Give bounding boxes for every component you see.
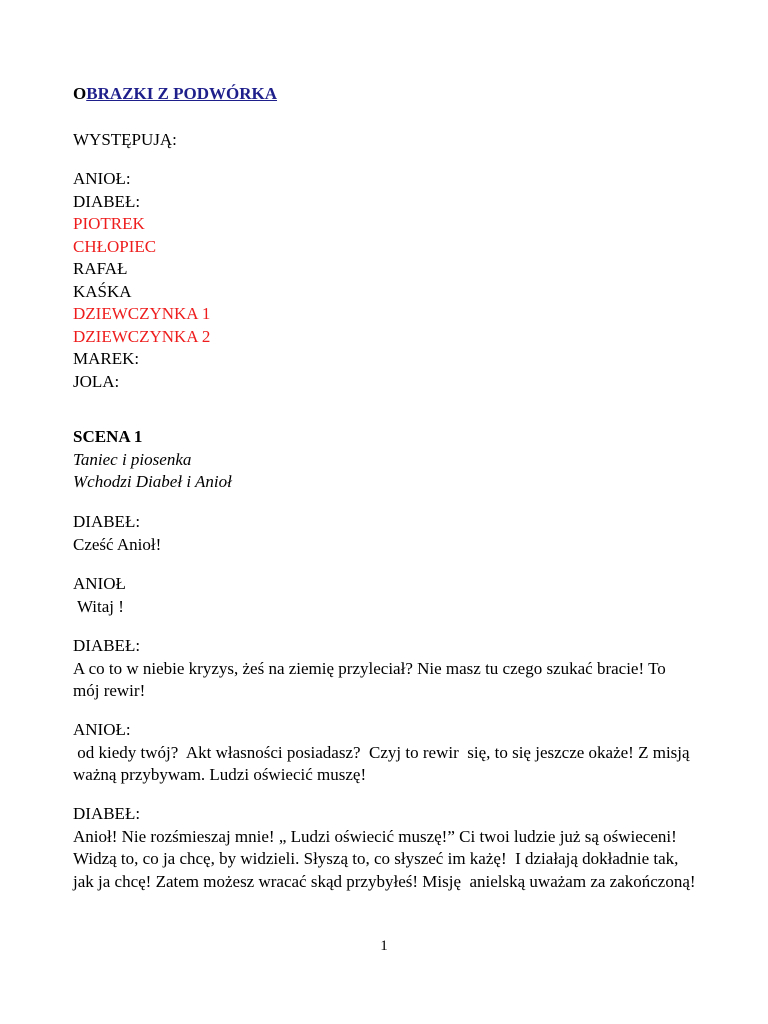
title-first-letter: O bbox=[73, 84, 87, 103]
dialogue-entry bbox=[73, 511, 703, 556]
cast-member: DIABEŁ: bbox=[73, 191, 141, 211]
title-link[interactable]: BRAZKI Z PODWÓRKA bbox=[86, 84, 278, 103]
stage-direction: Taniec i piosenka bbox=[73, 449, 192, 469]
cast-member: KAŚKA bbox=[73, 281, 132, 301]
dialogue-text: A co to w niebie kryzys, żeś na ziemię przyleciał? Nie masz tu czego szukać bracie! To mój rewir! bbox=[73, 658, 666, 700]
cast-member: PIOTREK bbox=[73, 214, 145, 233]
cast-member: DZIEWCZYNKA 2 bbox=[73, 326, 211, 346]
speaker-name: DIABEŁ: bbox=[73, 804, 141, 823]
speaker-name: DIABEŁ: bbox=[73, 636, 141, 655]
cast-heading-block bbox=[73, 129, 703, 152]
scene-heading: SCENA 1 bbox=[73, 427, 143, 446]
speaker-name: ANIOŁ: bbox=[73, 720, 131, 739]
cast-member: CHŁOPIEC bbox=[73, 236, 157, 256]
cast-member: MAREK: bbox=[73, 349, 140, 368]
cast-list bbox=[73, 168, 703, 393]
scene-block bbox=[73, 426, 703, 494]
dialogue-entry bbox=[73, 719, 703, 787]
page-number: 1 bbox=[380, 938, 388, 954]
cast-member: JOLA: bbox=[73, 371, 120, 391]
cast-member: ANIOŁ: bbox=[73, 169, 131, 188]
dialogue-entry bbox=[73, 803, 703, 893]
dialogue-text: Anioł! Nie rozśmieszaj mnie! „ Ludzi oświecić muszę!” Ci twoi ludzie już są oświeceni! Widzą to, co ja chcę, by widzieli. Słyszą to, co słyszeć im każę! I działają dokładnie tak, jak ja chcę! Zatem możesz wracać skąd przybyłeś! Misję anielską uważam za zakończoną! bbox=[73, 826, 696, 891]
cast-heading: WYSTĘPUJĄ: bbox=[73, 130, 177, 149]
dialogue-text: Witaj ! bbox=[73, 596, 124, 616]
dialogue-text: Cześć Anioł! bbox=[73, 534, 162, 554]
dialogue-entry bbox=[73, 573, 703, 618]
document-title bbox=[73, 83, 277, 105]
dialogue-entry bbox=[73, 635, 703, 703]
dialogue-text: od kiedy twój? Akt własności posiadasz? Czyj to rewir się, to się jeszcze okaże! Z misją ważną przybywam. Ludzi oświecić muszę! bbox=[73, 742, 694, 784]
cast-member: DZIEWCZYNKA 1 bbox=[73, 304, 211, 323]
speaker-name: DIABEŁ: bbox=[73, 512, 141, 531]
speaker-name: ANIOŁ bbox=[73, 574, 126, 593]
stage-direction: Wchodzi Diabeł i Anioł bbox=[73, 472, 232, 491]
cast-member: RAFAŁ bbox=[73, 259, 128, 278]
